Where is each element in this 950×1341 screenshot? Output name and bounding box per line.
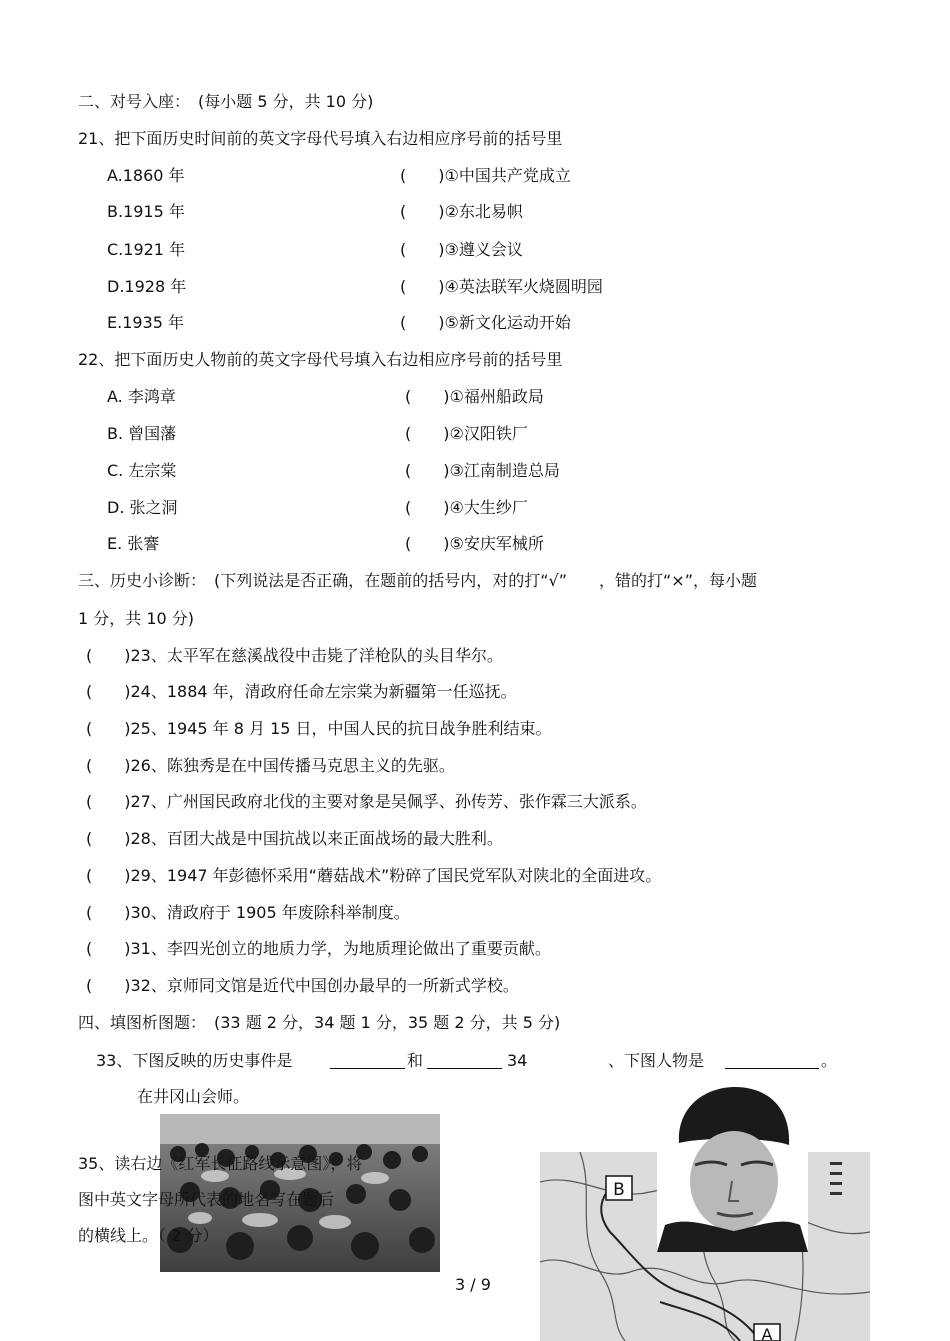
q33-continuation: 在井冈山会师。 (137, 1087, 250, 1106)
q22-left-e: E. 张謇 (107, 534, 160, 553)
q21-right-2: ( )②东北易帜 (400, 202, 523, 221)
q22-left-c: C. 左宗棠 (107, 461, 177, 480)
section4-heading: 四、填图析图题： (33 题 2 分，34 题 1 分，35 题 2 分，共 5 分) (78, 1013, 561, 1032)
judge-item-24: ( )24、1884 年，清政府任命左宗棠为新疆第一任巡抚。 (86, 682, 517, 701)
q34-blank[interactable] (725, 1052, 819, 1069)
q22-right-3: ( )③江南制造总局 (405, 461, 560, 480)
q21-right-5: ( )⑤新文化运动开始 (400, 313, 571, 332)
q21-left-d: D.1928 年 (107, 277, 187, 296)
q22-left-d: D. 张之洞 (107, 498, 178, 517)
q35-line2: 图中英文字母所代表的地名写在题后 (78, 1190, 335, 1209)
q22-right-4: ( )④大生纱厂 (405, 498, 528, 517)
q22-right-5: ( )⑤安庆军械所 (405, 534, 544, 553)
q33-blank-1[interactable] (330, 1052, 405, 1069)
judge-item-26: ( )26、陈独秀是在中国传播马克思主义的先驱。 (86, 756, 455, 775)
q21-right-3: ( )③遵义会议 (400, 240, 523, 259)
map-label-b: B (613, 1180, 625, 1200)
q21-left-b: B.1915 年 (107, 202, 185, 221)
q21-right-1: ( )①中国共产党成立 (400, 166, 571, 185)
q33-prefix: 33、下图反映的历史事件是 (96, 1051, 293, 1070)
q34-end: 。 (821, 1051, 838, 1070)
q22-left-b: B. 曾国藩 (107, 424, 177, 443)
judge-item-31: ( )31、李四光创立的地质力学，为地质理论做出了重要贡献。 (86, 939, 551, 958)
judge-item-25: ( )25、1945 年 8 月 15 日，中国人民的抗日战争胜利结束。 (86, 719, 552, 738)
q34-text: 、下图人物是 (608, 1051, 705, 1070)
q21-left-c: C.1921 年 (107, 240, 186, 259)
judge-item-28: ( )28、百团大战是中国抗战以来正面战场的最大胜利。 (86, 829, 503, 848)
q22-left-a: A. 李鸿章 (107, 387, 176, 406)
q22-right-1: ( )①福州船政局 (405, 387, 544, 406)
judge-item-29: ( )29、1947 年彭德怀采用“蘑菇战术”粉碎了国民党军队对陕北的全面进攻。 (86, 866, 662, 885)
historical-figure-portrait (657, 1085, 808, 1252)
q35-line3: 的横线上。（ 2 分） (78, 1226, 219, 1245)
section3-heading-line2: 1 分，共 10 分) (78, 609, 195, 628)
q22-prompt: 22、把下面历史人物前的英文字母代号填入右边相应序号前的括号里 (78, 350, 563, 369)
q21-prompt: 21、把下面历史时间前的英文字母代号填入右边相应序号前的括号里 (78, 129, 563, 148)
q33-and: 和 (407, 1051, 424, 1070)
q21-left-a: A.1860 年 (107, 166, 185, 185)
q21-right-4: ( )④英法联军火烧圆明园 (400, 277, 603, 296)
judge-item-23: ( )23、太平军在慈溪战役中击毙了洋枪队的头目华尔。 (86, 646, 503, 665)
judge-item-27: ( )27、广州国民政府北伐的主要对象是吴佩孚、孙传芳、张作霖三大派系。 (86, 792, 647, 811)
judge-item-32: ( )32、京师同文馆是近代中国创办最早的一所新式学校。 (86, 976, 519, 995)
q21-left-e: E.1935 年 (107, 313, 185, 332)
section2-heading: 二、对号入座： (每小题 5 分，共 10 分) (78, 92, 374, 111)
q34-number: 34 (507, 1051, 528, 1070)
q33-blank-2[interactable] (427, 1052, 502, 1069)
section3-heading-line1: 三、历史小诊断： (下列说法是否正确，在题前的括号内，对的打“√” ，错的打“×”，每小题 (78, 571, 758, 590)
judge-item-30: ( )30、清政府于 1905 年废除科举制度。 (86, 903, 410, 922)
map-label-a: A (761, 1325, 773, 1341)
q22-right-2: ( )②汉阳铁厂 (405, 424, 528, 443)
q35-line1: 35、读右边《红军长征路线示意图》，将 (78, 1154, 363, 1173)
page-number: 3 / 9 (455, 1275, 491, 1294)
